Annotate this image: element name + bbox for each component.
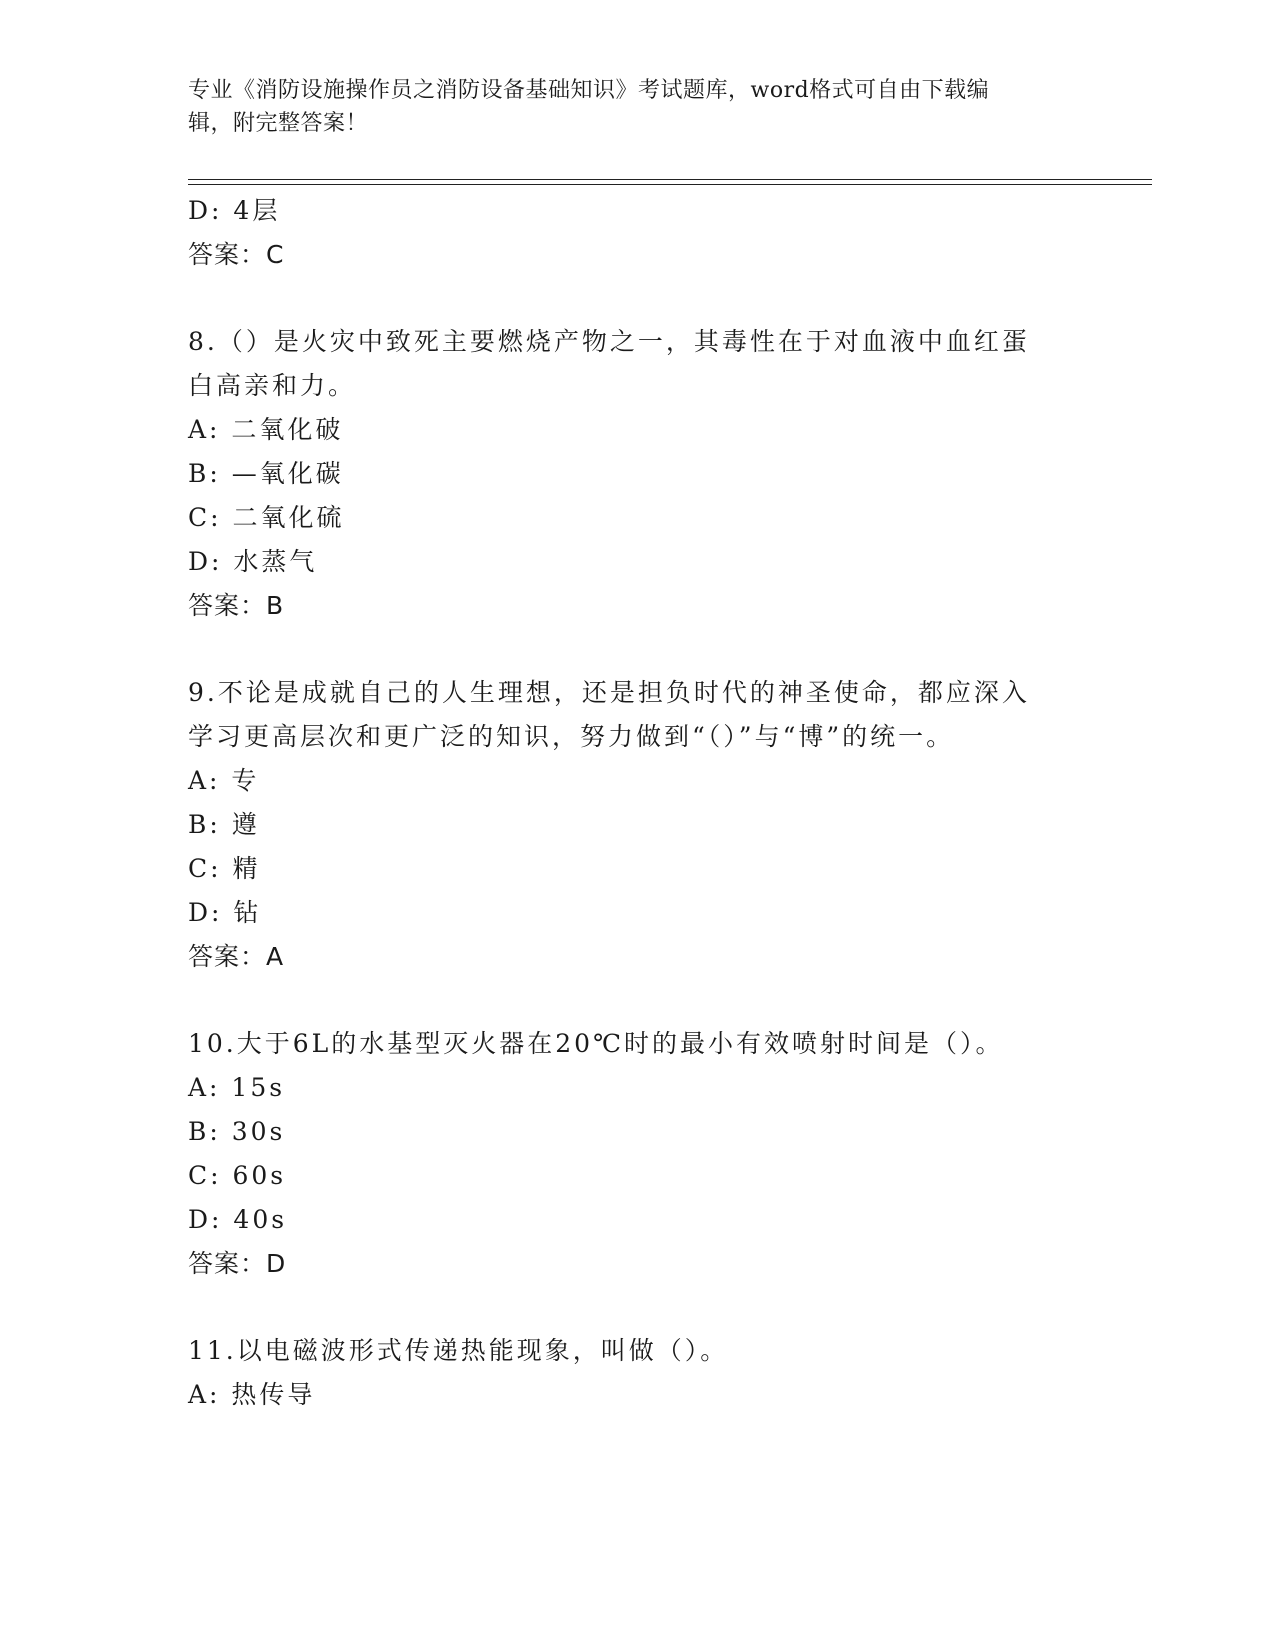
header-line-2: 辑，附完整答案！ bbox=[188, 111, 369, 136]
header-line-1: 专业《消防设施操作员之消防设备基础知识》考试题库，word格式可自由下载编 bbox=[188, 78, 990, 103]
question-8-stem-line-1: 8.（）是火灾中致死主要燃烧产物之一，其毒性在于对血液中血红蛋 bbox=[188, 327, 1030, 356]
question-10-option-b: B: 30s bbox=[188, 1117, 286, 1146]
question-8-stem-line-2: 白高亲和力。 bbox=[188, 371, 357, 400]
document-header bbox=[188, 74, 1088, 140]
question-11-option-a: A: 热传导 bbox=[188, 1380, 316, 1409]
answer-label: 答案：C bbox=[188, 240, 285, 269]
question-9-stem-line-1: 9.不论是成就自己的人生理想，还是担负时代的神圣使命，都应深入 bbox=[188, 678, 1030, 707]
question-9-option-a: A: 专 bbox=[188, 766, 260, 795]
header-divider-top bbox=[188, 179, 1152, 180]
question-9-stem-line-2: 学习更高层次和更广泛的知识，努力做到“（）”与“博”的统一。 bbox=[188, 722, 955, 751]
question-8-option-d: D: 水蒸气 bbox=[188, 547, 318, 576]
question-9-option-b: B: 遵 bbox=[188, 810, 260, 839]
question-9-answer: 答案：A bbox=[188, 942, 285, 971]
question-11-stem: 11.以电磁波形式传递热能现象，叫做（）。 bbox=[188, 1336, 729, 1365]
question-10-option-a: A: 15s bbox=[188, 1073, 286, 1102]
question-10-option-c: C: 60s bbox=[188, 1161, 287, 1190]
question-9-option-c: C: 精 bbox=[188, 854, 261, 883]
header-divider-bottom bbox=[188, 184, 1152, 185]
question-8-option-a: A: 二氧化破 bbox=[188, 415, 344, 444]
question-10-option-d: D: 40s bbox=[188, 1205, 288, 1234]
option-d: D: 4层 bbox=[188, 196, 281, 225]
question-8-answer: 答案：B bbox=[188, 591, 285, 620]
question-10-stem: 10.大于6L的水基型灭火器在20℃时的最小有效喷射时间是（）。 bbox=[188, 1029, 1004, 1058]
question-8-option-b: B: —氧化碳 bbox=[188, 459, 344, 488]
question-9-option-d: D: 钻 bbox=[188, 898, 262, 927]
question-8-option-c: C: 二氧化硫 bbox=[188, 503, 345, 532]
question-10-answer: 答案：D bbox=[188, 1249, 287, 1278]
